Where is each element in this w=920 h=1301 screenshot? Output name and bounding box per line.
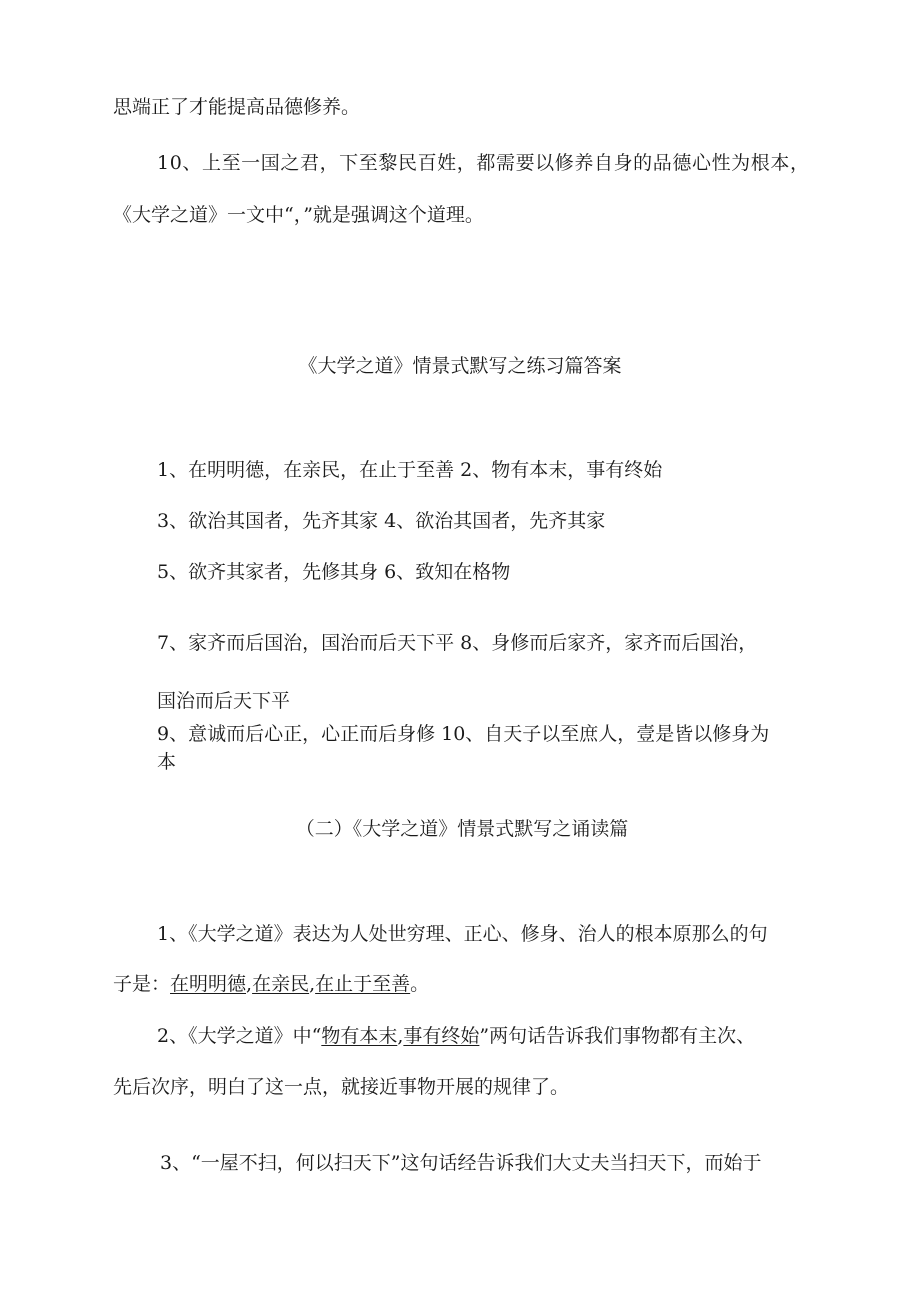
- answer-row-2: 3、欲治其国者，先齐其家 4、欲治其国者，先齐其家: [157, 510, 606, 532]
- question-10-line-2: 《大学之道》一文中“，”就是强调这个道理。: [113, 204, 484, 226]
- recitation-question-1-line-2: [113, 975, 429, 994]
- separator: ,: [246, 973, 253, 995]
- sentence-end: 。: [410, 973, 430, 995]
- answer-row-4: 7、家齐而后国治，国治而后天下平 8、身修而后家齐，家齐而后国治，: [157, 632, 758, 654]
- answer-row-4-continued: 国治而后天下平: [157, 690, 291, 712]
- answer-row-5-continued: 本: [157, 751, 177, 773]
- recitation-question-2-line-1: [157, 1027, 755, 1046]
- question-2-prefix: 2、《大学之道》中“: [157, 1025, 322, 1047]
- answer-row-1: 1、在明明德，在亲民，在止于至善 2、物有本末，事有终始: [157, 459, 663, 481]
- recitation-question-1-line-1: 1、《大学之道》表达为人处世穷理、正心、修身、治人的根本原那么的句: [157, 923, 768, 945]
- recitation-question-2-line-2: 先后次序，明白了这一点，就接近事物开展的规律了。: [113, 1076, 570, 1098]
- answer-blank-3: 在止于至善: [315, 973, 411, 995]
- answers-section-heading: 《大学之道》情景式默写之练习篇答案: [298, 355, 622, 377]
- separator: ,: [309, 973, 316, 995]
- question-2-suffix: ”两句话告诉我们事物都有主次、: [479, 1025, 756, 1047]
- question-10-line-1: 10、上至一国之君，下至黎民百姓，都需要以修养自身的品德心性为根本，: [157, 152, 810, 174]
- answer-blank-5: 事有终始: [403, 1025, 480, 1047]
- recitation-section-heading: （二）《大学之道》情景式默写之诵读篇: [295, 818, 629, 840]
- intro-continuation-line: 思端正了才能提高品德修养。: [113, 96, 361, 118]
- answer-blank-1: 在明明德: [170, 973, 247, 995]
- recitation-question-3-line-1: 3、“一屋不扫，何以扫天下”这句话经告诉我们大丈夫当扫天下，而始于: [160, 1152, 762, 1174]
- question-1-prefix: 子是：: [113, 973, 171, 995]
- answer-blank-4: 物有本末: [321, 1025, 398, 1047]
- answer-row-5: 9、意诚而后心正，心正而后身修 10、自天子以至庶人，壹是皆以修身为: [157, 723, 770, 745]
- answer-row-3: 5、欲齐其家者，先修其身 6、致知在格物: [157, 561, 511, 583]
- separator: ,: [397, 1025, 404, 1047]
- answer-blank-2: 在亲民: [252, 973, 310, 995]
